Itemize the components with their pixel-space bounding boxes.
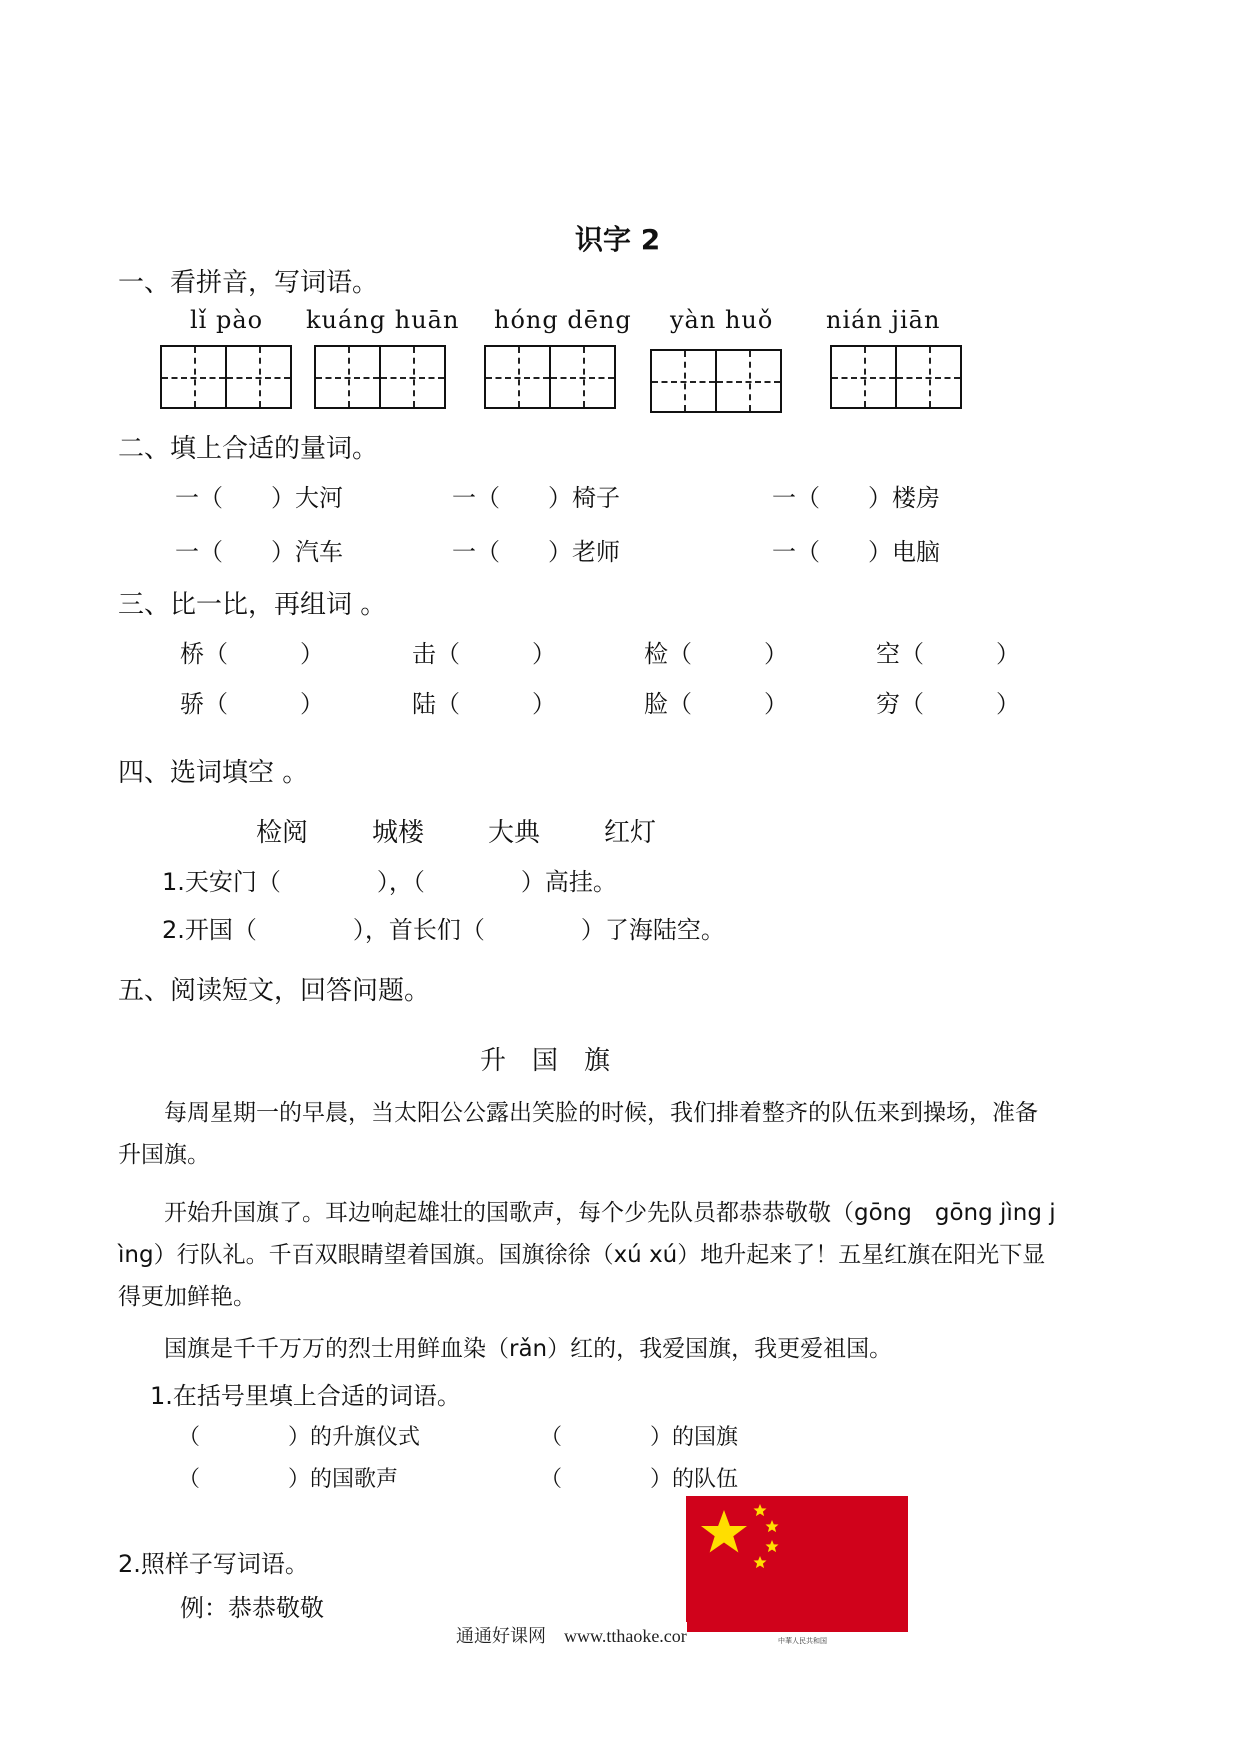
pinyin-label: lǐ pào: [190, 306, 264, 334]
compare-word-item[interactable]: 桥（ ）: [180, 640, 324, 668]
word-choice: 红灯: [604, 818, 657, 848]
word-choice: 城楼: [372, 818, 425, 848]
compare-word-item[interactable]: 击（ ）: [412, 640, 556, 668]
example-word: 例：恭恭敬敬: [180, 1594, 324, 1622]
measure-word-item[interactable]: 一（ ）椅子: [452, 484, 620, 512]
footer-watermark: 通通好课网 www.tthaoke.cor: [456, 1622, 687, 1648]
section4-heading: 四、选词填空 。: [118, 758, 309, 788]
writing-grid[interactable]: [650, 349, 782, 413]
fill-blank-item[interactable]: （ ）的队伍: [540, 1467, 739, 1492]
question-1-label: 1.在括号里填上合适的词语。: [150, 1382, 461, 1410]
question-2-label: 2.照样子写词语。: [118, 1550, 309, 1578]
pinyin-label: nián jiān: [826, 306, 941, 334]
article-paragraph: 开始升国旗了。耳边响起雄壮的国歌声，每个少先队员都恭恭敬敬（gōng gōng jìng j: [164, 1200, 1056, 1226]
writing-grid[interactable]: [484, 345, 616, 409]
compare-word-item[interactable]: 脸（ ）: [644, 690, 788, 718]
section3-heading: 三、比一比，再组词 。: [118, 590, 387, 620]
fill-blank-question[interactable]: 1.天安门（ ），（ ）高挂。: [162, 868, 617, 896]
article-paragraph: 升国旗。: [118, 1142, 210, 1168]
fill-blank-question[interactable]: 2.开国（ ），首长们（ ）了海陆空。: [162, 916, 725, 944]
writing-grid[interactable]: [830, 345, 962, 409]
article-paragraph: 国旗是千千万万的烈士用鲜血染（rǎn）红的，我爱国旗，我更爱祖国。: [164, 1336, 893, 1362]
national-flag-image: [686, 1496, 908, 1632]
measure-word-item[interactable]: 一（ ）汽车: [175, 538, 343, 566]
article-title: 升 国 旗: [480, 1046, 611, 1076]
fill-blank-item[interactable]: （ ）的升旗仪式: [178, 1425, 421, 1450]
fill-blank-item[interactable]: （ ）的国旗: [540, 1425, 739, 1450]
word-choice: 大典: [488, 818, 541, 848]
article-paragraph: 得更加鲜艳。: [118, 1284, 256, 1310]
section2-heading: 二、填上合适的量词。: [118, 434, 379, 464]
section1-heading: 一、看拼音，写词语。: [118, 268, 379, 298]
article-paragraph: ìng）行队礼。千百双眼睛望着国旗。国旗徐徐（xú xú）地升起来了！五星红旗在阳光下显: [118, 1242, 1046, 1268]
compare-word-item[interactable]: 陆（ ）: [412, 690, 556, 718]
flag-caption: 中華人民共和国: [778, 1637, 827, 1645]
compare-word-item[interactable]: 检（ ）: [644, 640, 788, 668]
flag-star-icon: [686, 1496, 908, 1632]
measure-word-item[interactable]: 一（ ）电脑: [772, 538, 940, 566]
pinyin-label: kuáng huān: [306, 306, 460, 334]
page-title: 识字 2: [575, 223, 661, 256]
compare-word-item[interactable]: 穷（ ）: [876, 690, 1020, 718]
fill-blank-item[interactable]: （ ）的国歌声: [178, 1467, 399, 1492]
writing-grid[interactable]: [160, 345, 292, 409]
compare-word-item[interactable]: 骄（ ）: [180, 690, 324, 718]
pinyin-label: hóng dēng: [494, 306, 632, 334]
measure-word-item[interactable]: 一（ ）楼房: [772, 484, 940, 512]
word-choice: 检阅: [256, 818, 309, 848]
section5-heading: 五、阅读短文，回答问题。: [118, 976, 431, 1006]
compare-word-item[interactable]: 空（ ）: [876, 640, 1020, 668]
article-paragraph: 每周星期一的早晨，当太阳公公露出笑脸的时候，我们排着整齐的队伍来到操场，准备: [164, 1100, 1038, 1126]
measure-word-item[interactable]: 一（ ）大河: [175, 484, 343, 512]
pinyin-label: yàn huǒ: [670, 306, 774, 334]
writing-grid[interactable]: [314, 345, 446, 409]
measure-word-item[interactable]: 一（ ）老师: [452, 538, 620, 566]
